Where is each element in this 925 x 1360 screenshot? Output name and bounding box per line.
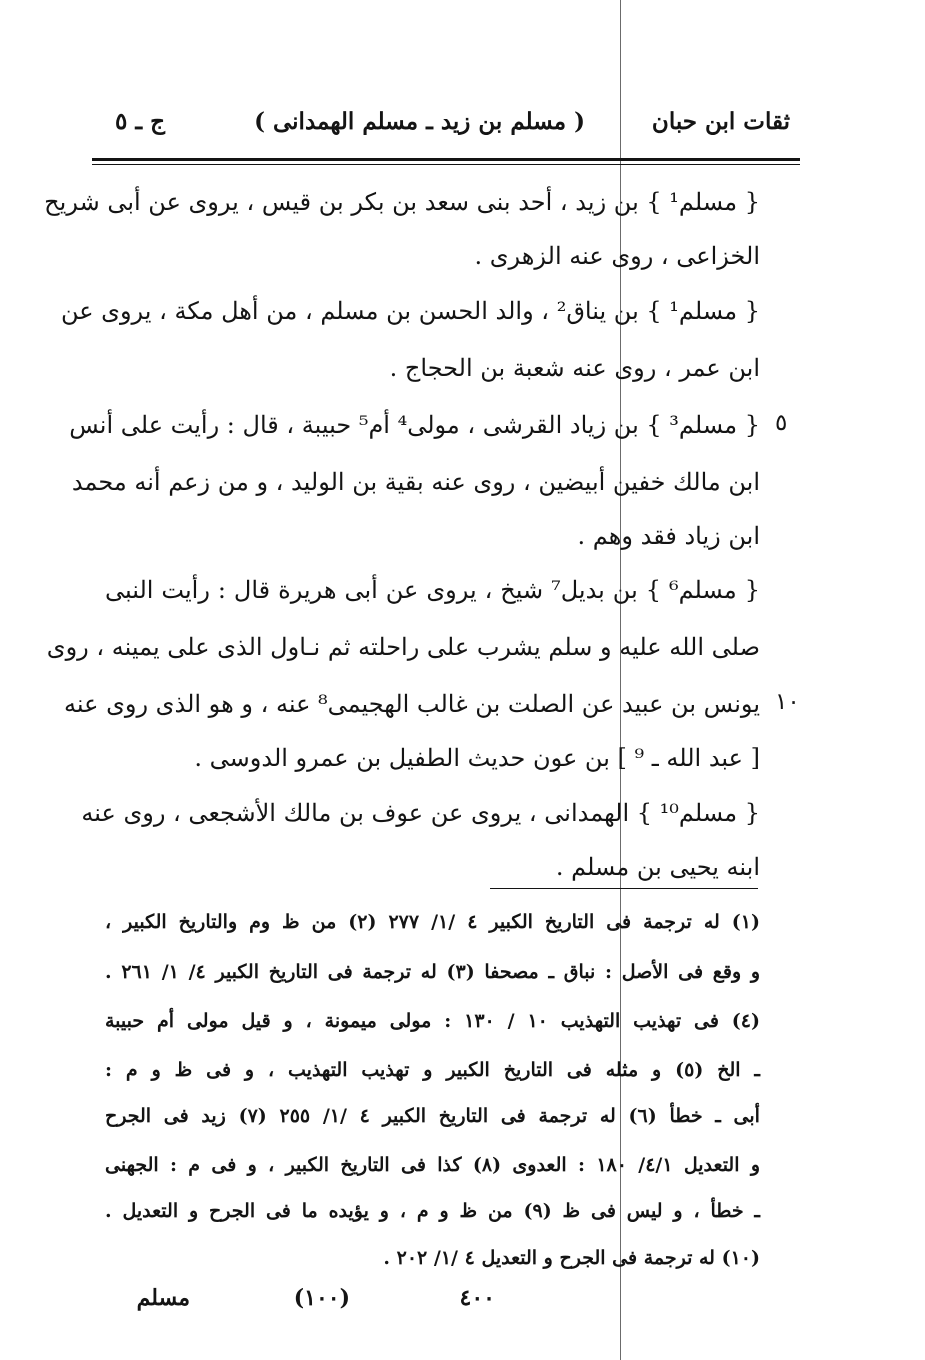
page-footer: [95, 1285, 495, 1321]
section-title: ( مسلم بن زيد ـ مسلم الهمدانى ): [254, 108, 585, 135]
text-line: صلى الله عليه و سلم يشرب على راحلته ثم نـاول الذى على يمينه ، روى: [46, 633, 760, 661]
page-number: ٤٠٠: [459, 1285, 495, 1311]
footnote-line: و التعديل ٤/١/ ١٨٠ : العدوى (٨) كذا فى التاريخ الكبير ، و فى م : الجهنى: [105, 1154, 760, 1176]
sequence-number: (١٠٠): [293, 1285, 350, 1311]
text-line: الخزاعى ، روى عنه الزهرى .: [474, 242, 760, 270]
text-line: ابن عمر ، روى عنه شعبة بن الحجاج .: [389, 354, 760, 382]
footnote-line: (١) له ترجمة فى التاريخ الكبير ٤ /١/ ٢٧٧ (٢) من ظ وم والتاريخ الكبير ،: [105, 911, 760, 933]
footnote-line: أبى ـ خطأ (٦) له ترجمة فى التاريخ الكبير ٤ /١/ ٢٥٥ (٧) زيد فى الجرح: [105, 1105, 760, 1127]
line-number-10: ١٠: [775, 689, 800, 715]
text-line: [ عبد الله ـ ⁹ ] بن عون حديث الطفيل بن عمرو الدوسى .: [194, 744, 760, 772]
text-line: ابن مالك خفين أبيضين ، روى عنه بقية بن الوليد ، و من زعم أنه محمد: [71, 468, 760, 496]
book-title: ثقات ابن حبان: [651, 108, 790, 135]
running-header: [95, 108, 800, 152]
header-rule-thin: [92, 164, 800, 165]
header-rule-thick: [92, 158, 800, 161]
text-line: { مسلم¹ } بن يناق² ، والد الحسن بن مسلم ، من أهل مكة ، يروى عن: [60, 297, 760, 325]
footnote-line: ـ الخ (٥) و مثله فى التاريخ الكبير و تهذيب التهذيب ، و فى ظ و م :: [105, 1059, 760, 1081]
footnote-line: (٤) فى تهذيب التهذيب ١٠ / ١٣٠ : مولى ميمونة ، و قيل مولى أم حبيبة: [105, 1010, 761, 1032]
text-line: يونس بن عبيد عن الصلت بن غالب الهجيمى⁸ عنه ، و هو الذى روى عنه: [64, 690, 760, 718]
signature-word: مسلم: [136, 1285, 190, 1311]
text-line: ابنه يحيى بن مسلم .: [555, 853, 760, 881]
line-number-5: ٥: [775, 410, 788, 436]
footnote-separator: [490, 888, 758, 889]
footnote-line: ـ خطأ ، و ليس فى ظ (٩) من ظ و م ، و يؤيده ما فى الجرح و التعديل .: [105, 1200, 760, 1222]
text-line: { مسلم¹⁰ } الهمدانى ، يروى عن عوف بن مالك الأشجعى ، روى عنه: [81, 799, 760, 827]
volume-label: ج ـ ٥: [115, 108, 165, 135]
text-line: { مسلم⁶ } بن بديل⁷ شيخ ، يروى عن أبى هريرة قال : رأيت النبى: [105, 576, 760, 604]
footnote-line: (١٠) له ترجمة فى الجرح و التعديل ٤ /١/ ٢٠٢ .: [383, 1247, 760, 1269]
text-line: ابن زياد فقد وهم .: [577, 522, 760, 550]
text-line: { مسلم¹ } بن زيد ، أحد بنى سعد بن بكر بن قيس ، يروى عن أبى شريح: [44, 188, 760, 216]
text-line: { مسلم³ } بن زياد القرشى ، مولى⁴ أم⁵ حبيبة ، قال : رأيت على أنس: [69, 411, 760, 439]
footnote-line: و وقع فى الأصل : نباق ـ مصحفا (٣) له ترجمة فى التاريخ الكبير ٤/ ١/ ٢٦١ .: [105, 961, 761, 983]
